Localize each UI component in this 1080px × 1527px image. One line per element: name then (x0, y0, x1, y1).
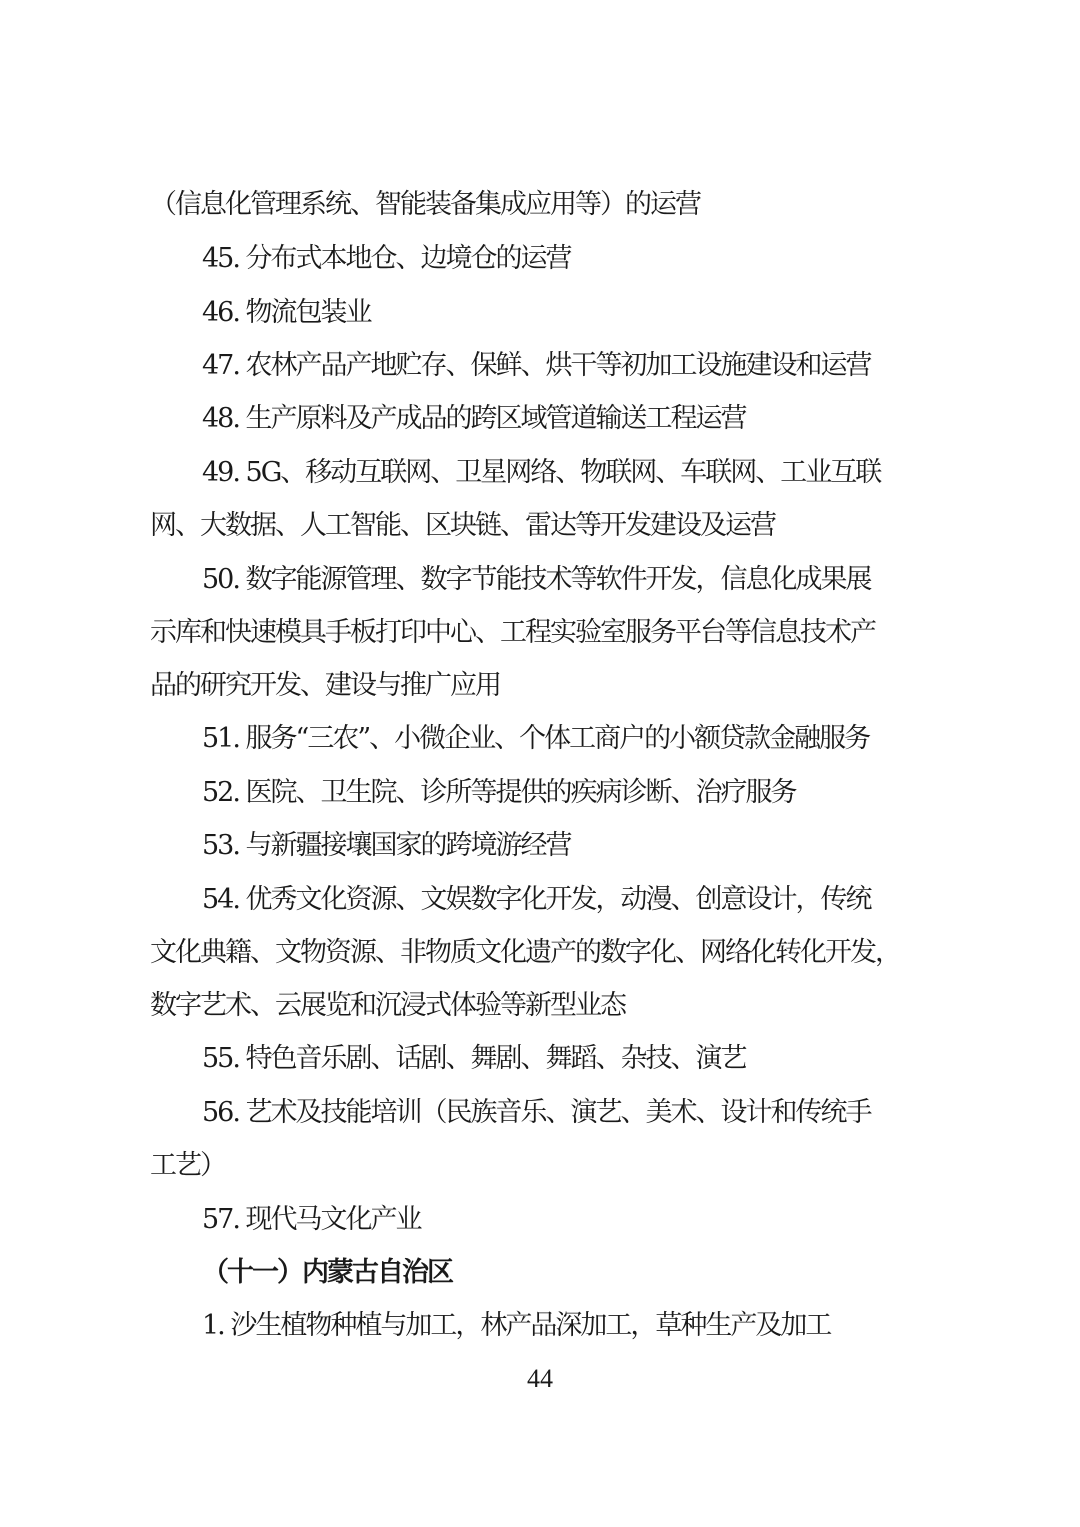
list-item-50-continued: 示库和快速模具手板打印中心、工程实验室服务平台等信息技术产 (150, 617, 875, 648)
list-item-56-continued: 工艺） (150, 1150, 225, 1181)
list-item-54: 54. 优秀文化资源、文娱数字化开发，动漫、创意设计，传统 (202, 884, 871, 915)
text-line: （信息化管理系统、智能装备集成应用等）的运营 (150, 189, 700, 220)
list-item-54-continued: 文化典籍、文物资源、非物质文化遗产的数字化、网络化转化开发， (150, 937, 900, 968)
list-item-56: 56. 艺术及技能培训（民族音乐、演艺、美术、设计和传统手 (202, 1097, 871, 1128)
list-item-52: 52. 医院、卫生院、诊所等提供的疾病诊断、治疗服务 (202, 777, 796, 808)
list-item-1: 1. 沙生植物种植与加工，林产品深加工，草种生产及加工 (202, 1310, 831, 1341)
list-item-55: 55. 特色音乐剧、话剧、舞剧、舞蹈、杂技、演艺 (202, 1043, 746, 1074)
list-item-47: 47. 农林产品产地贮存、保鲜、烘干等初加工设施建设和运营 (202, 350, 871, 381)
list-item-49: 49. 5G、移动互联网、卫星网络、物联网、车联网、工业互联 (202, 457, 881, 488)
section-heading: （十一）内蒙古自治区 (202, 1257, 452, 1288)
list-item-50-continued: 品的研究开发、建设与推广应用 (150, 670, 500, 701)
list-item-48: 48. 生产原料及产成品的跨区域管道输送工程运营 (202, 403, 746, 434)
list-item-45: 45. 分布式本地仓、边境仓的运营 (202, 243, 571, 274)
list-item-51: 51. 服务“三农”、小微企业、个体工商户的小额贷款金融服务 (202, 723, 870, 754)
list-item-49-continued: 网、大数据、人工智能、区块链、雷达等开发建设及运营 (150, 510, 775, 541)
list-item-46: 46. 物流包装业 (202, 297, 371, 328)
list-item-57: 57. 现代马文化产业 (202, 1204, 421, 1235)
page-number: 44 (527, 1364, 553, 1393)
list-item-50: 50. 数字能源管理、数字节能技术等软件开发，信息化成果展 (202, 564, 871, 595)
list-item-53: 53. 与新疆接壤国家的跨境游经营 (202, 830, 571, 861)
list-item-54-continued: 数字艺术、云展览和沉浸式体验等新型业态 (150, 990, 625, 1021)
